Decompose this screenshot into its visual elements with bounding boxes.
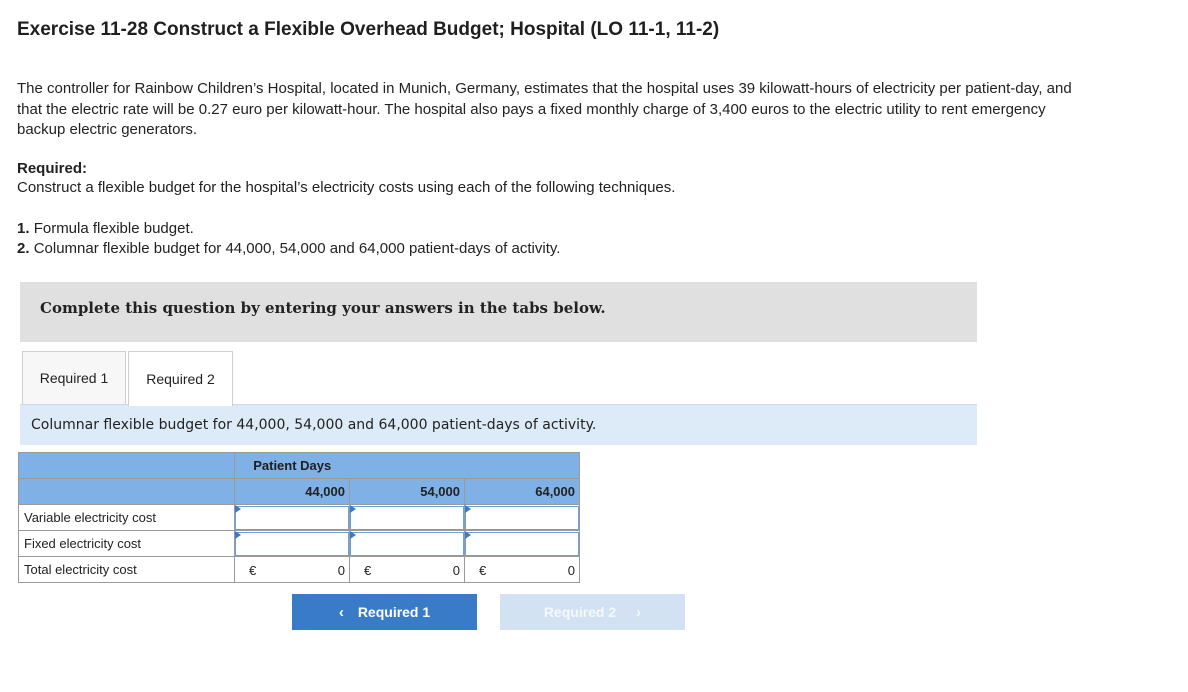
table-header-row	[19, 453, 580, 479]
instruction-text: Complete this question by entering your answers in the tabs below.	[40, 299, 606, 317]
next-button-label: Required 2	[543, 604, 617, 620]
flexible-budget-table	[18, 452, 580, 583]
input-cell	[235, 531, 350, 557]
row-label-fixed: Fixed electricity cost	[19, 531, 235, 557]
next-required-2-button	[500, 594, 685, 630]
cell-marker-icon	[350, 505, 356, 513]
input-cell	[465, 505, 580, 531]
total-value: 0	[452, 563, 460, 578]
fixed-cost-54000-input[interactable]	[350, 532, 464, 556]
column-header-64000: 64,000	[465, 479, 580, 505]
variable-cost-64000-input[interactable]	[465, 506, 579, 530]
euro-symbol: €	[249, 563, 257, 578]
total-value: 0	[567, 563, 575, 578]
patient-days-header	[235, 453, 350, 479]
tab-panel-header	[20, 404, 977, 445]
table-row	[19, 505, 580, 531]
problem-text: The controller for Rainbow Children’s Hospital, located in Munich, Germany, estimates that the hospital uses 39 kilowatt-hours of electricity per patient-day, and that the electric rate will be 0.27 euro per kilowatt-hour. The hospital also pays a fixed monthly charge of 3,400 euros to the electric utility to rent emergency backup electric generators.	[17, 80, 1072, 138]
column-header-44000: 44,000	[235, 479, 350, 505]
requirement-item-1	[17, 220, 194, 237]
header-blank-cell	[19, 453, 235, 479]
item-number: 2.	[17, 240, 30, 257]
input-cell	[465, 531, 580, 557]
tab-required-1[interactable]: Required 1	[22, 351, 126, 405]
chevron-right-icon: ›	[636, 603, 642, 621]
row-label-total: Total electricity cost	[19, 557, 235, 583]
item-text: Formula flexible budget.	[33, 220, 194, 237]
exercise-title: Exercise 11-28 Construct a Flexible Overhead Budget; Hospital (LO 11-1, 11-2)	[17, 19, 720, 40]
cell-marker-icon	[235, 531, 241, 539]
cell-marker-icon	[465, 531, 471, 539]
required-heading: Required:	[17, 160, 88, 177]
variable-cost-54000-input[interactable]	[350, 506, 464, 530]
total-cell-44000	[235, 557, 350, 583]
panel-title: Columnar flexible budget for 44,000, 54,000 and 64,000 patient-days of activity.	[31, 417, 597, 433]
item-number: 1.	[17, 220, 30, 237]
fixed-cost-44000-input[interactable]	[235, 532, 349, 556]
required-text: Construct a flexible budget for the hospital’s electricity costs using each of the following techniques.	[17, 179, 676, 196]
tab-required-2[interactable]: Required 2	[128, 351, 233, 406]
total-cell-54000	[350, 557, 465, 583]
table-header-row	[19, 479, 580, 505]
header-blank-cell	[465, 453, 580, 479]
euro-symbol: €	[479, 563, 487, 578]
table-row	[19, 531, 580, 557]
total-value: 0	[337, 563, 345, 578]
fixed-cost-64000-input[interactable]	[465, 532, 579, 556]
prev-button-label: Required 1	[357, 604, 431, 620]
variable-cost-44000-input[interactable]	[235, 506, 349, 530]
item-text: Columnar flexible budget for 44,000, 54,000 and 64,000 patient-days of activity.	[33, 240, 561, 257]
cell-marker-icon	[235, 505, 241, 513]
column-header-54000: 54,000	[350, 479, 465, 505]
input-cell	[350, 531, 465, 557]
input-cell	[350, 505, 465, 531]
chevron-left-icon: ‹	[338, 603, 344, 621]
input-cell	[235, 505, 350, 531]
euro-symbol: €	[364, 563, 372, 578]
row-label-variable: Variable electricity cost	[19, 505, 235, 531]
header-blank-cell	[350, 453, 465, 479]
instruction-box	[20, 282, 977, 342]
prev-required-1-button[interactable]	[292, 594, 477, 630]
cell-marker-icon	[465, 505, 471, 513]
cell-marker-icon	[350, 531, 356, 539]
patient-days-label: Patient Days	[253, 458, 332, 473]
header-blank-cell	[19, 479, 235, 505]
table-row	[19, 557, 580, 583]
requirement-item-2	[17, 240, 560, 257]
total-cell-64000	[465, 557, 580, 583]
